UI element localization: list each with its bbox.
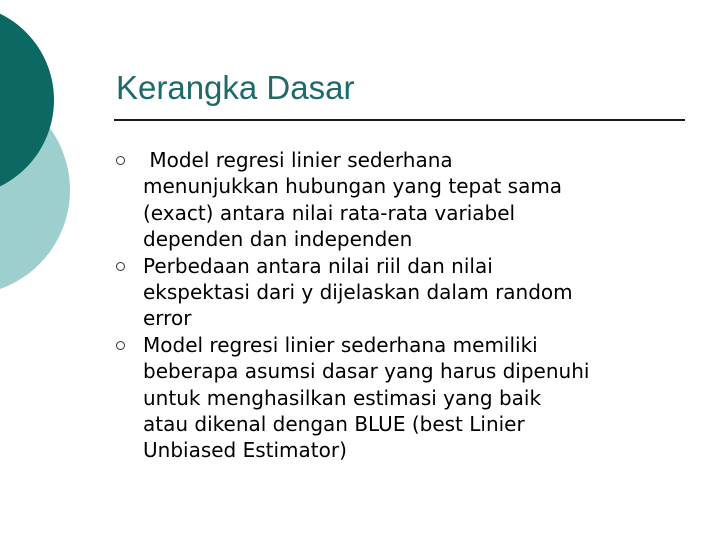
bullet-list xyxy=(114,147,694,464)
bullet-text: Perbedaan antara nilai riil dan nilai ekspektasi dari y dijelaskan dalam random error xyxy=(143,253,573,331)
title-divider xyxy=(114,119,685,121)
bullet-item xyxy=(114,147,694,253)
hollow-circle-bullet-icon xyxy=(116,156,125,165)
slide-title: Kerangka Dasar xyxy=(116,69,355,106)
corner-circles-decoration xyxy=(0,0,90,300)
hollow-circle-bullet-icon xyxy=(116,341,125,350)
bullet-item xyxy=(114,332,694,464)
hollow-circle-bullet-icon xyxy=(116,262,125,271)
bullet-text: Model regresi linier sederhana menunjukkan hubungan yang tepat sama (exact) antara nilai rata-rata variabel dependen dan independen xyxy=(143,148,563,252)
bullet-text: Model regresi linier sederhana memiliki beberapa asumsi dasar yang harus dipenuhi untuk menghasilkan estimasi yang baik atau dikenal dengan BLUE (best Linier Unbiased Estimator) xyxy=(143,332,590,463)
bullet-item xyxy=(114,253,694,332)
